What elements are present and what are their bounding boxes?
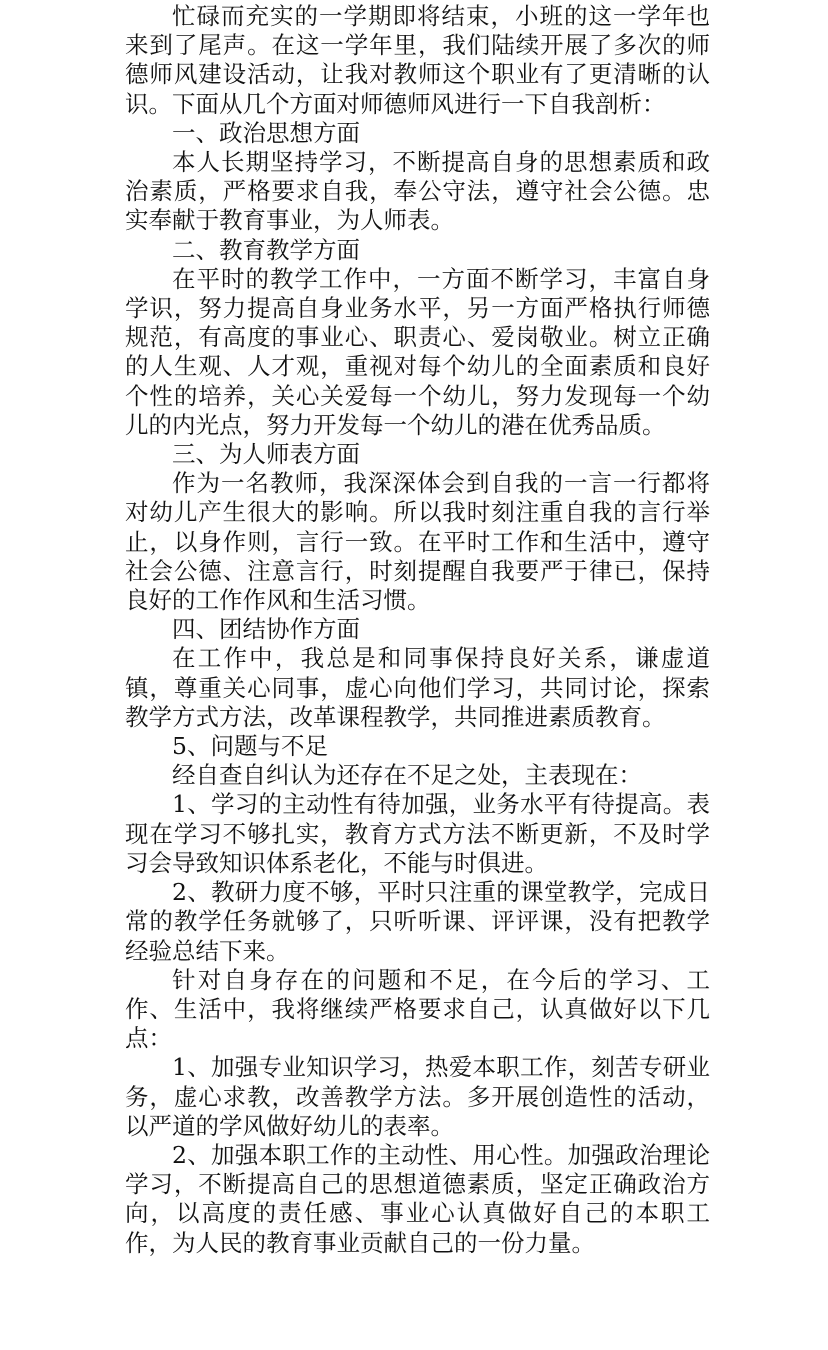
problem-item-1: 1、学习的主动性有待加强，业务水平有待提高。表现在学习不够扎实，教育方式方法不断更新，不及时学习会导致知识体系老化，不能与时俱进。 [125,790,710,877]
politics-paragraph: 本人长期坚持学习，不断提高自身的思想素质和政治素质，严格要求自我，奉公守法，遵守社会公德。忠实奉献于教育事业，为人师表。 [125,148,710,235]
intro-paragraph: 忙碌而充实的一学期即将结束，小班的这一学年也来到了尾声。在这一学年里，我们陆续开展了多次的师德师风建设活动，让我对教师这个职业有了更清晰的认识。下面从几个方面对师德师风进行一下自我剖析： [125,2,710,118]
improvement-item-2: 2、加强本职工作的主动性、用心性。加强政治理论学习，不断提高自己的思想道德素质，坚定正确政治方向，以高度的责任感、事业心认真做好自己的本职工作，为人民的教育事业贡献自己的一份力量。 [125,1140,710,1257]
problem-item-2: 2、教研力度不够，平时只注重的课堂教学，完成日常的教学任务就够了，只听听课、评评课，没有把教学经验总结下来。 [125,878,710,965]
document-body [125,2,710,1258]
role-model-paragraph: 作为一名教师，我深深体会到自我的一言一行都将对幼儿产生很大的影响。所以我时刻注重自我的言行举止，以身作则，言行一致。在平时工作和生活中，遵守社会公德、注意言行，时刻提醒自我要严于律已，保持良好的工作作风和生活习惯。 [125,469,710,615]
teamwork-paragraph: 在工作中，我总是和同事保持良好关系，谦虚道镇，尊重关心同事，虚心向他们学习，共同讨论，探索教学方式方法，改革课程教学，共同推进素质教育。 [125,644,710,731]
teaching-paragraph: 在平时的教学工作中，一方面不断学习，丰富自身学识，努力提高自身业务水平，另一方面严格执行师德规范，有高度的事业心、职责心、爱岗敬业。树立正确的人生观、人才观，重视对每个幼儿的全面素质和良好个性的培养，关心关爱每一个幼儿，努力发现每一个幼儿的内光点，努力开发每一个幼儿的港在优秀品质。 [125,264,710,439]
section-heading-politics: 一、政治思想方面 [172,118,360,147]
section-heading-teaching: 二、教育教学方面 [172,235,360,264]
section-heading-teamwork: 四、团结协作方面 [172,615,360,644]
section-heading-role-model: 三、为人师表方面 [172,440,360,469]
problems-intro-paragraph: 经自查自纠认为还存在不足之处，主表现在： [172,761,642,790]
section-heading-problems: 5、问题与不足 [172,732,328,761]
improvement-intro-paragraph: 针对自身存在的问题和不足，在今后的学习、工作、生活中，我将继续严格要求自己，认真做好以下几点： [125,965,710,1053]
improvement-item-1: 1、加强专业知识学习，热爱本职工作，刻苦专研业务，虚心求教，改善教学方法。多开展创造性的活动，以严道的学风做好幼儿的表率。 [125,1053,710,1140]
